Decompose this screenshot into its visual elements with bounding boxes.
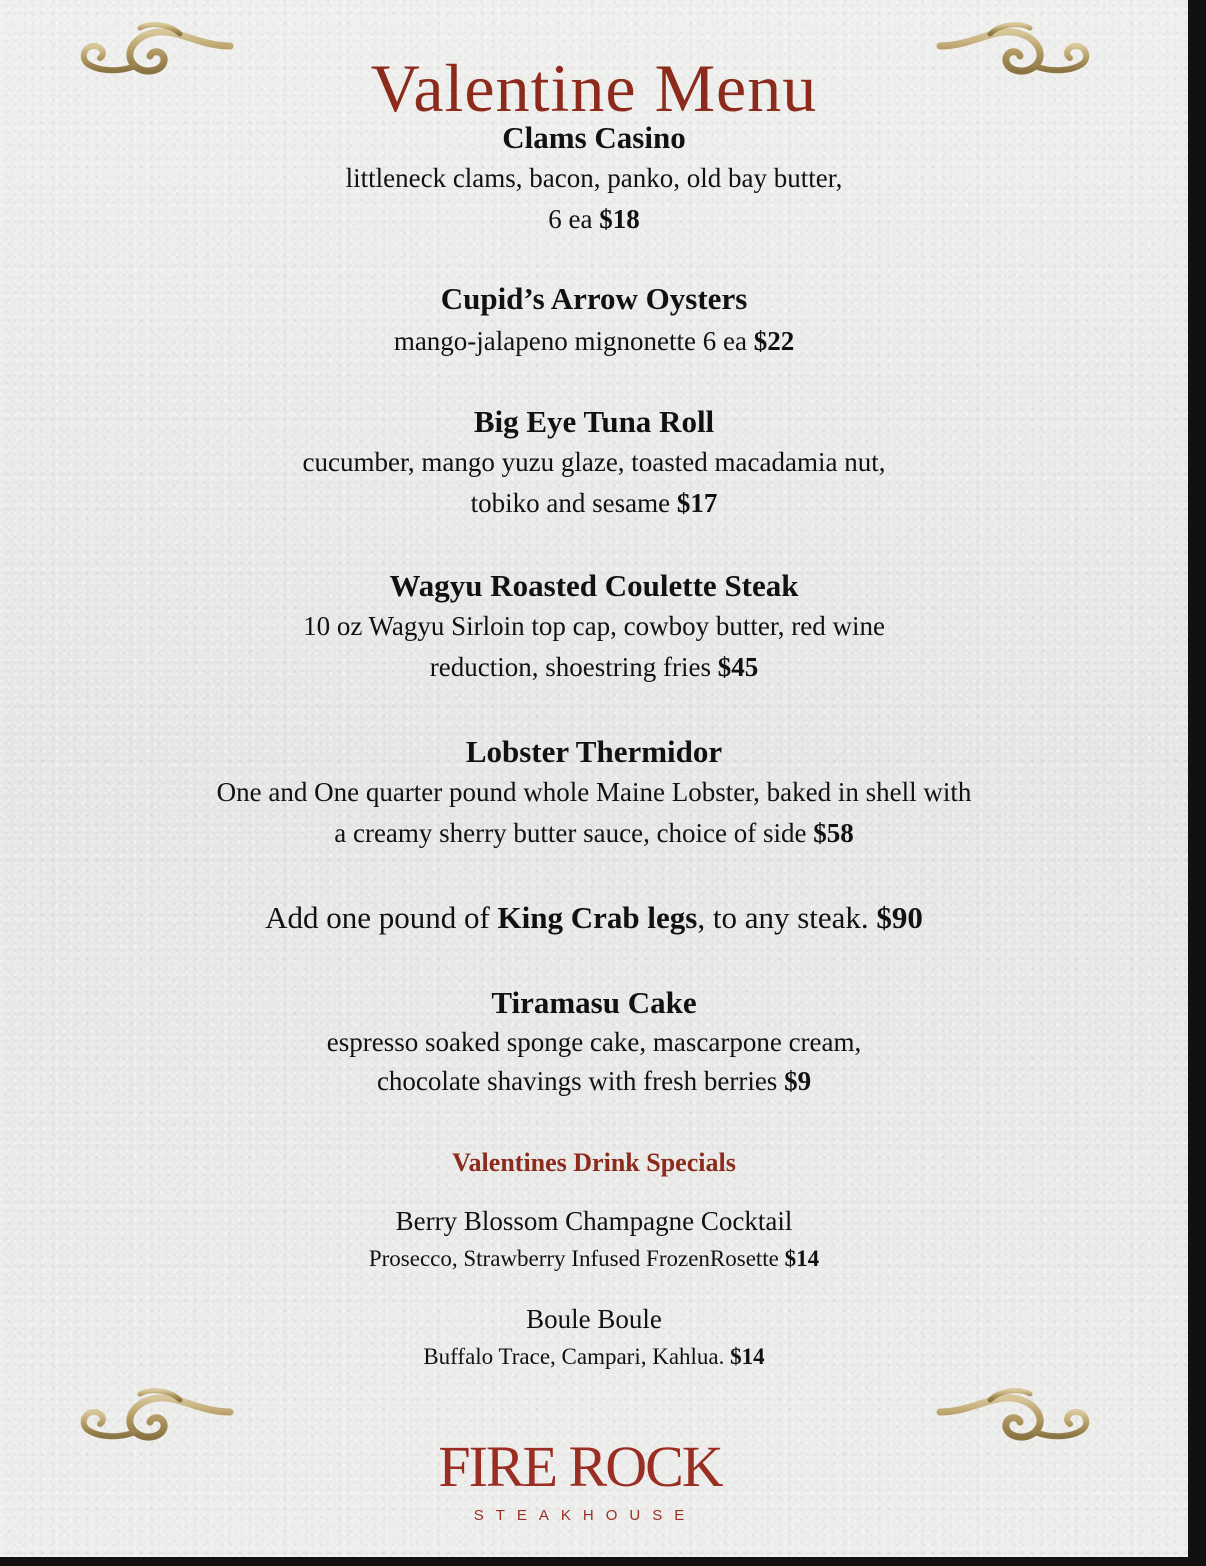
item-description bbox=[0, 483, 1188, 524]
item-desc-text: espresso soaked sponge cake, mascarpone cream, bbox=[326, 1027, 862, 1057]
item-desc-text: cucumber, mango yuzu glaze, toasted macadamia nut, bbox=[302, 447, 886, 477]
firerock-steakhouse-logo bbox=[430, 1432, 740, 1532]
item-name: Clams Casino bbox=[502, 120, 686, 155]
item-description bbox=[0, 199, 1188, 240]
item-name: Wagyu Roasted Coulette Steak bbox=[389, 568, 799, 603]
addon-prefix: Add one pound of bbox=[265, 900, 498, 935]
drink-price: $14 bbox=[784, 1246, 820, 1271]
item-price: $18 bbox=[599, 204, 640, 234]
item-desc-text: a creamy sherry butter sauce, choice of side bbox=[334, 818, 814, 848]
menu-item bbox=[0, 279, 1188, 362]
drink-price: $14 bbox=[730, 1344, 765, 1369]
item-price: $45 bbox=[717, 652, 759, 682]
item-description bbox=[0, 606, 1188, 647]
item-description bbox=[0, 813, 1188, 854]
item-description bbox=[0, 1023, 1188, 1062]
king-crab-addon bbox=[0, 895, 1188, 941]
item-description bbox=[0, 647, 1188, 688]
menu-item bbox=[0, 118, 1188, 240]
item-price: $58 bbox=[813, 818, 854, 848]
drink-description bbox=[0, 1338, 1188, 1376]
item-desc-text: chocolate shavings with fresh berries bbox=[376, 1066, 785, 1096]
item-name: Big Eye Tuna Roll bbox=[473, 404, 715, 439]
drink-specials-heading: Valentines Drink Specials bbox=[452, 1148, 736, 1177]
item-price: $17 bbox=[676, 488, 718, 518]
drink-item bbox=[0, 1202, 1188, 1278]
item-desc-text: littleneck clams, bacon, panko, old bay butter, bbox=[345, 163, 843, 193]
item-name: Cupid’s Arrow Oysters bbox=[440, 281, 748, 316]
drink-item bbox=[0, 1300, 1188, 1376]
logo-subtitle: STEAKHOUSE bbox=[473, 1507, 697, 1524]
menu-title: Valentine Menu bbox=[370, 50, 818, 126]
menu-item bbox=[0, 566, 1188, 688]
item-desc-text: One and One quarter pound whole Maine Lobster, baked in shell with bbox=[216, 777, 972, 807]
item-description bbox=[0, 321, 1188, 362]
addon-price: $90 bbox=[876, 900, 923, 935]
item-desc-text: 10 oz Wagyu Sirloin top cap, cowboy butter, red wine bbox=[303, 611, 885, 641]
menu-item bbox=[0, 983, 1188, 1101]
item-description bbox=[0, 1062, 1188, 1101]
drink-description bbox=[0, 1240, 1188, 1278]
item-desc-text: reduction, shoestring fries bbox=[429, 652, 718, 682]
item-name: Tiramasu Cake bbox=[491, 985, 697, 1020]
drink-desc-text: Buffalo Trace, Campari, Kahlua. bbox=[423, 1344, 731, 1369]
menu-item bbox=[0, 402, 1188, 524]
item-description bbox=[0, 772, 1188, 813]
logo-wordmark: FIRE ROCK bbox=[438, 1434, 722, 1499]
item-price: $9 bbox=[784, 1066, 812, 1096]
addon-suffix: , to any steak. bbox=[697, 900, 877, 935]
drink-desc-text: Prosecco, Strawberry Infused FrozenRosette bbox=[368, 1246, 785, 1271]
item-desc-text: 6 ea bbox=[548, 204, 600, 234]
item-description bbox=[0, 442, 1188, 483]
item-price: $22 bbox=[753, 326, 795, 356]
drink-name: Boule Boule bbox=[526, 1304, 662, 1334]
item-description bbox=[0, 158, 1188, 199]
addon-highlight: King Crab legs bbox=[497, 900, 698, 935]
menu-item bbox=[0, 732, 1188, 854]
item-desc-text: tobiko and sesame bbox=[470, 488, 677, 518]
drink-name: Berry Blossom Champagne Cocktail bbox=[395, 1206, 793, 1236]
item-name: Lobster Thermidor bbox=[465, 734, 723, 769]
item-desc-text: mango-jalapeno mignonette 6 ea bbox=[393, 326, 754, 356]
